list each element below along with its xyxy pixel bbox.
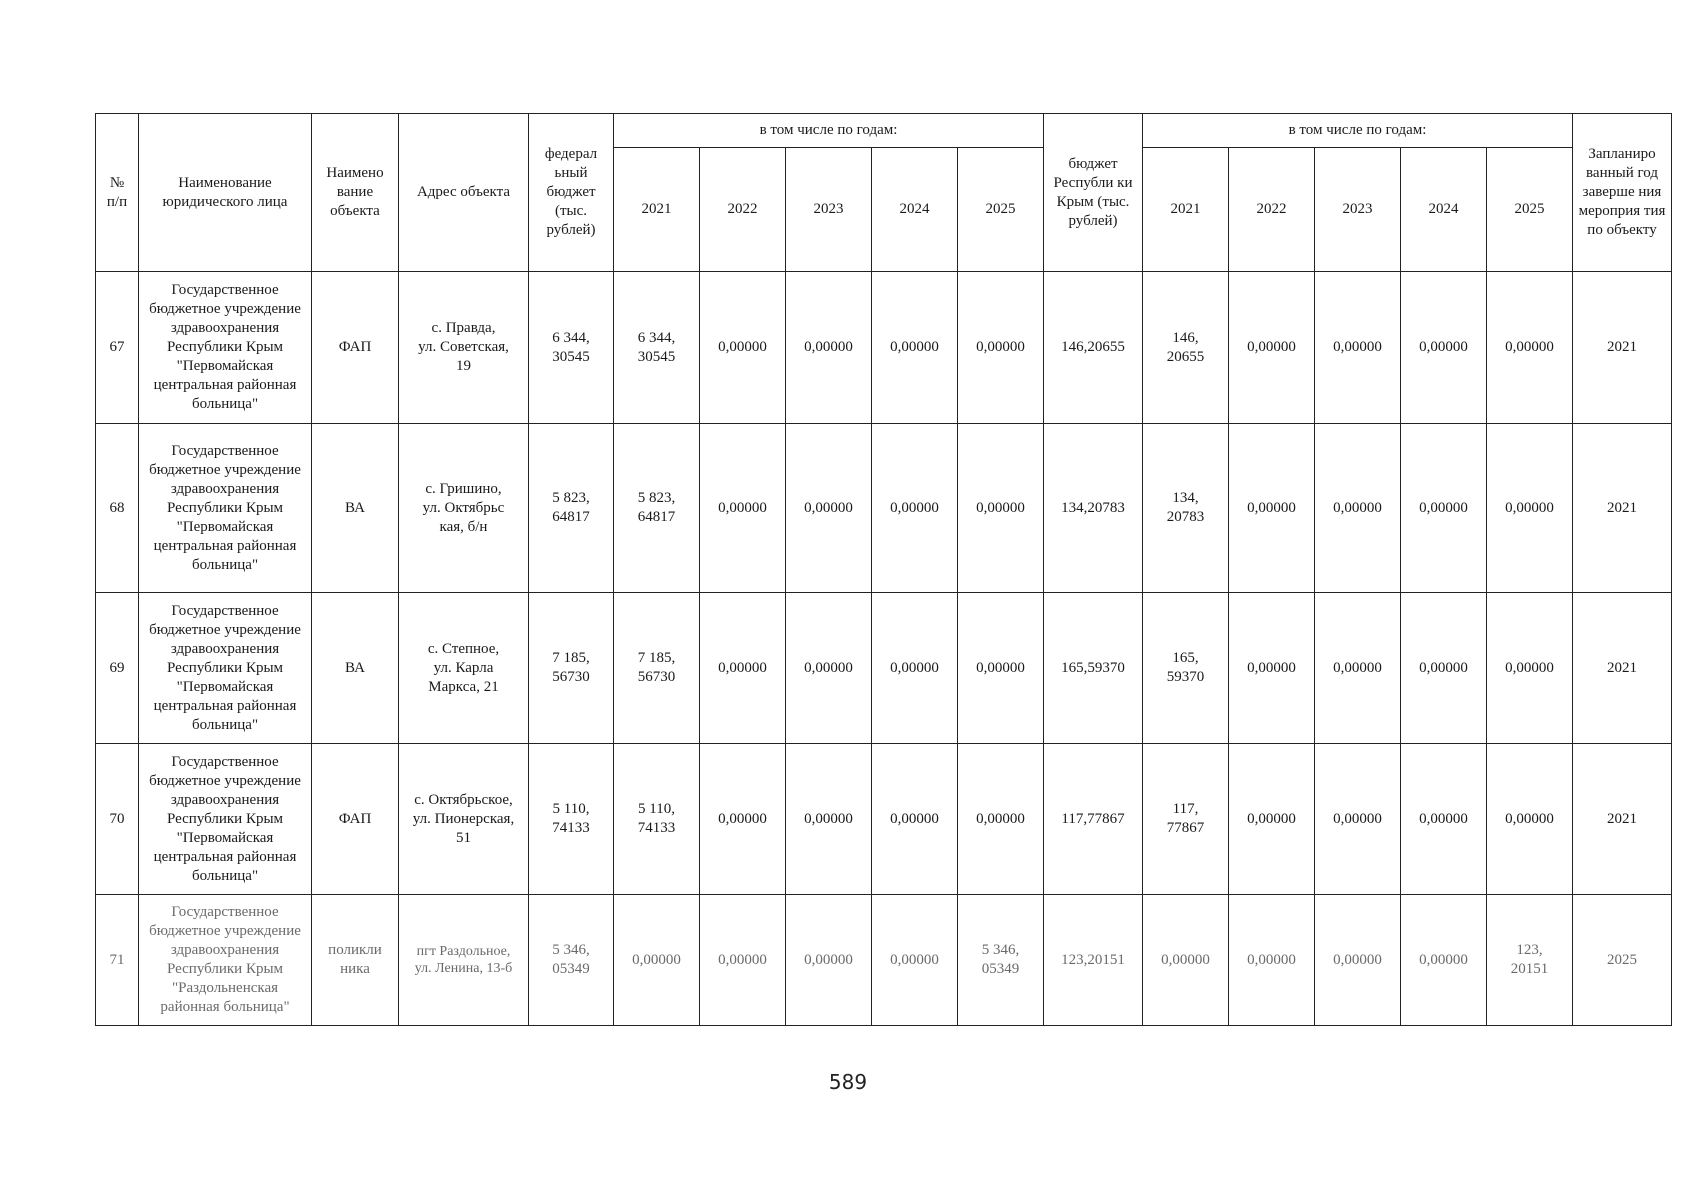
planned-year: 2021 xyxy=(1573,272,1672,424)
federal-2021: 5 110, 74133 xyxy=(614,744,700,895)
budget-table xyxy=(95,113,1672,1026)
header-object: Наимено вание объекта xyxy=(312,114,399,272)
crimea-2021: 146, 20655 xyxy=(1143,272,1229,424)
org-name: Государственное бюджетное учреждение здравоохранения Республики Крым "Первомайская центральная районная больница" xyxy=(139,593,312,744)
crimea-2022: 0,00000 xyxy=(1229,593,1315,744)
planned-year: 2025 xyxy=(1573,895,1672,1026)
object-name: ВА xyxy=(312,424,399,593)
header-year: 2021 xyxy=(1143,148,1229,272)
header-year: 2024 xyxy=(1401,148,1487,272)
federal-2021: 5 823, 64817 xyxy=(614,424,700,593)
object-name: ФАП xyxy=(312,744,399,895)
federal-total: 5 823, 64817 xyxy=(529,424,614,593)
federal-2022: 0,00000 xyxy=(700,272,786,424)
table-row xyxy=(96,895,1672,1026)
table-row xyxy=(96,424,1672,593)
crimea-2024: 0,00000 xyxy=(1401,272,1487,424)
federal-2025: 5 346, 05349 xyxy=(958,895,1044,1026)
federal-2024: 0,00000 xyxy=(872,272,958,424)
federal-2021: 7 185, 56730 xyxy=(614,593,700,744)
crimea-2021: 134, 20783 xyxy=(1143,424,1229,593)
row-number: 68 xyxy=(96,424,139,593)
header-planned-year: Запланиро ванный год заверше ния мероприя тия по объекту xyxy=(1573,114,1672,272)
federal-2024: 0,00000 xyxy=(872,424,958,593)
federal-2024: 0,00000 xyxy=(872,895,958,1026)
crimea-2025: 123, 20151 xyxy=(1487,895,1573,1026)
crimea-2021: 117, 77867 xyxy=(1143,744,1229,895)
federal-total: 6 344, 30545 xyxy=(529,272,614,424)
row-number: 67 xyxy=(96,272,139,424)
header-year: 2023 xyxy=(786,148,872,272)
crimea-2023: 0,00000 xyxy=(1315,424,1401,593)
planned-year: 2021 xyxy=(1573,744,1672,895)
org-name: Государственное бюджетное учреждение здравоохранения Республики Крым "Первомайская центральная районная больница" xyxy=(139,744,312,895)
object-address: с. Степное, ул. Карла Маркса, 21 xyxy=(399,593,529,744)
row-number: 70 xyxy=(96,744,139,895)
header-crimea: бюджет Республи ки Крым (тыс. рублей) xyxy=(1044,114,1143,272)
row-number: 71 xyxy=(96,895,139,1026)
federal-2024: 0,00000 xyxy=(872,744,958,895)
header-year: 2021 xyxy=(614,148,700,272)
crimea-2023: 0,00000 xyxy=(1315,895,1401,1026)
header-org: Наименование юридического лица xyxy=(139,114,312,272)
federal-2022: 0,00000 xyxy=(700,424,786,593)
crimea-total: 146,20655 xyxy=(1044,272,1143,424)
federal-2025: 0,00000 xyxy=(958,744,1044,895)
crimea-total: 134,20783 xyxy=(1044,424,1143,593)
header-num: № п/п xyxy=(96,114,139,272)
header-crimea-by-years: в том числе по годам: xyxy=(1143,114,1573,148)
table-row xyxy=(96,593,1672,744)
crimea-2024: 0,00000 xyxy=(1401,593,1487,744)
table-row xyxy=(96,272,1672,424)
crimea-2022: 0,00000 xyxy=(1229,895,1315,1026)
org-name: Государственное бюджетное учреждение здравоохранения Республики Крым "Первомайская центральная районная больница" xyxy=(139,424,312,593)
federal-total: 5 110, 74133 xyxy=(529,744,614,895)
crimea-total: 123,20151 xyxy=(1044,895,1143,1026)
federal-2023: 0,00000 xyxy=(786,895,872,1026)
row-number: 69 xyxy=(96,593,139,744)
federal-total: 5 346, 05349 xyxy=(529,895,614,1026)
object-address: пгт Раздольное, ул. Ленина, 13-б xyxy=(399,895,529,1026)
org-name: Государственное бюджетное учреждение здравоохранения Республики Крым "Раздольненская районная больница" xyxy=(139,895,312,1026)
federal-2025: 0,00000 xyxy=(958,272,1044,424)
org-name: Государственное бюджетное учреждение здравоохранения Республики Крым "Первомайская центральная районная больница" xyxy=(139,272,312,424)
table-row xyxy=(96,744,1672,895)
crimea-2024: 0,00000 xyxy=(1401,895,1487,1026)
federal-2021: 6 344, 30545 xyxy=(614,272,700,424)
federal-2025: 0,00000 xyxy=(958,593,1044,744)
federal-2022: 0,00000 xyxy=(700,593,786,744)
crimea-2024: 0,00000 xyxy=(1401,744,1487,895)
crimea-2023: 0,00000 xyxy=(1315,593,1401,744)
crimea-2022: 0,00000 xyxy=(1229,272,1315,424)
federal-2022: 0,00000 xyxy=(700,895,786,1026)
planned-year: 2021 xyxy=(1573,593,1672,744)
header-year: 2022 xyxy=(700,148,786,272)
federal-2023: 0,00000 xyxy=(786,744,872,895)
federal-2025: 0,00000 xyxy=(958,424,1044,593)
crimea-2022: 0,00000 xyxy=(1229,424,1315,593)
header-year: 2024 xyxy=(872,148,958,272)
federal-2021: 0,00000 xyxy=(614,895,700,1026)
crimea-2021: 165, 59370 xyxy=(1143,593,1229,744)
object-name: поликли ника xyxy=(312,895,399,1026)
header-federal-by-years: в том числе по годам: xyxy=(614,114,1044,148)
crimea-2022: 0,00000 xyxy=(1229,744,1315,895)
crimea-total: 117,77867 xyxy=(1044,744,1143,895)
crimea-2025: 0,00000 xyxy=(1487,424,1573,593)
table-body xyxy=(96,272,1672,1026)
header-year: 2023 xyxy=(1315,148,1401,272)
crimea-2021: 0,00000 xyxy=(1143,895,1229,1026)
crimea-2025: 0,00000 xyxy=(1487,272,1573,424)
table-header xyxy=(96,114,1672,272)
federal-2024: 0,00000 xyxy=(872,593,958,744)
planned-year: 2021 xyxy=(1573,424,1672,593)
header-federal: федерал ьный бюджет (тыс. рублей) xyxy=(529,114,614,272)
header-year: 2025 xyxy=(958,148,1044,272)
crimea-2023: 0,00000 xyxy=(1315,272,1401,424)
page-number: 589 xyxy=(828,1070,868,1094)
header-year: 2022 xyxy=(1229,148,1315,272)
crimea-2025: 0,00000 xyxy=(1487,593,1573,744)
object-address: с. Правда, ул. Советская, 19 xyxy=(399,272,529,424)
federal-2023: 0,00000 xyxy=(786,593,872,744)
crimea-2023: 0,00000 xyxy=(1315,744,1401,895)
header-year: 2025 xyxy=(1487,148,1573,272)
federal-2023: 0,00000 xyxy=(786,272,872,424)
federal-2023: 0,00000 xyxy=(786,424,872,593)
object-name: ВА xyxy=(312,593,399,744)
crimea-2025: 0,00000 xyxy=(1487,744,1573,895)
object-address: с. Октябрьское, ул. Пионерская, 51 xyxy=(399,744,529,895)
federal-2022: 0,00000 xyxy=(700,744,786,895)
crimea-2024: 0,00000 xyxy=(1401,424,1487,593)
header-address: Адрес объекта xyxy=(399,114,529,272)
object-address: с. Гришино, ул. Октябрьс кая, б/н xyxy=(399,424,529,593)
federal-total: 7 185, 56730 xyxy=(529,593,614,744)
object-name: ФАП xyxy=(312,272,399,424)
crimea-total: 165,59370 xyxy=(1044,593,1143,744)
